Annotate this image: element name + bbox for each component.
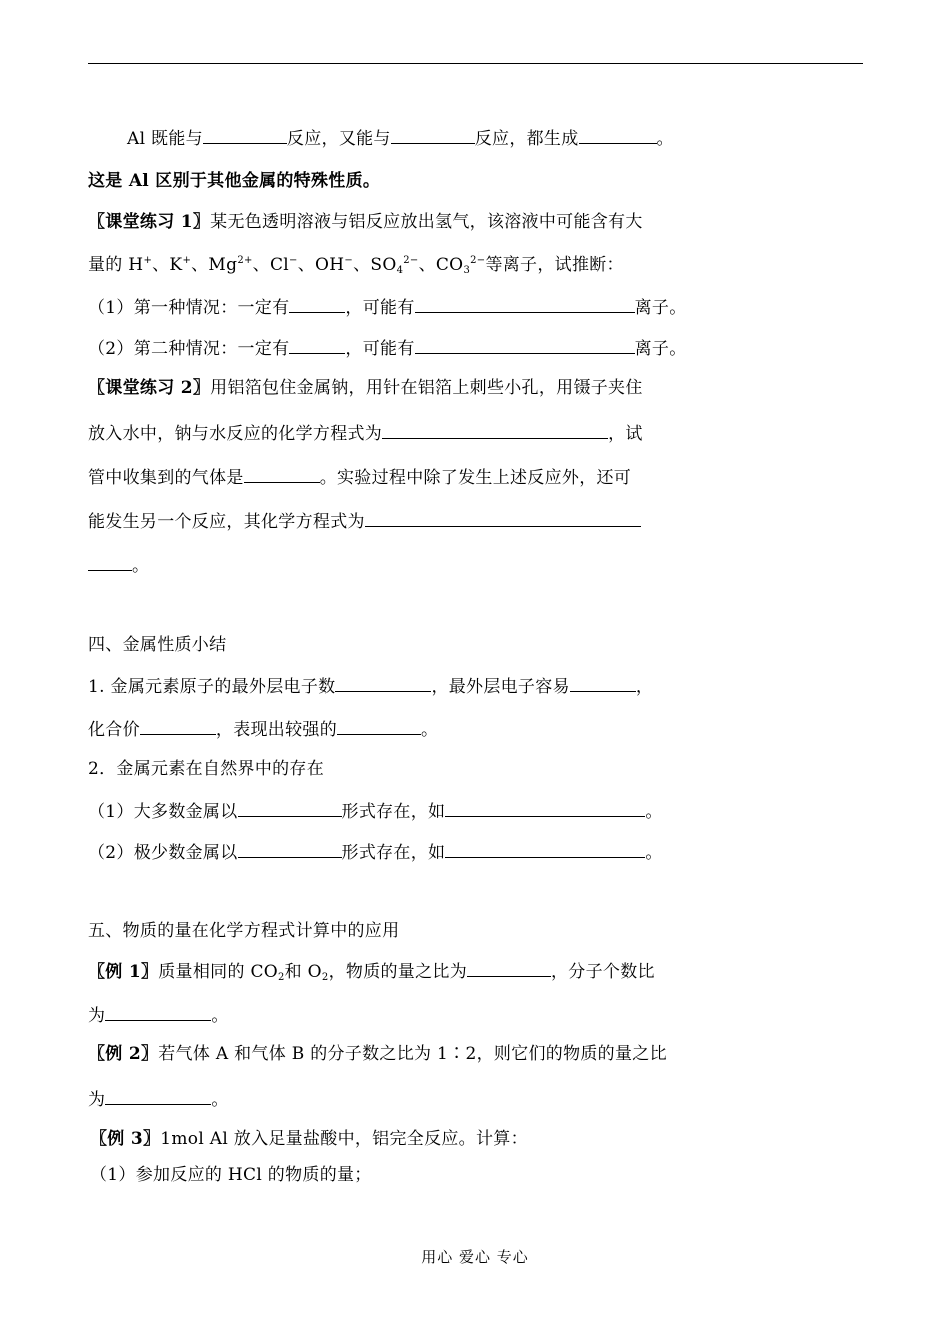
blank	[570, 674, 636, 692]
exercise-1-ions: 量的 H+、K+、$Mg^{2+}$、Cl−、OH−、$SO_4^{2-}$、$CO_3^{2-}$等离子，试推断：	[88, 255, 624, 276]
exercise-2-line-4: 能发生另一个反应，其化学方程式为	[88, 509, 641, 533]
blank	[105, 1087, 211, 1105]
blank	[238, 840, 342, 858]
section-5-title: 五、物质的量在化学方程式计算中的应用	[88, 921, 400, 941]
blank	[337, 717, 421, 735]
blank	[445, 840, 645, 858]
section-4-item-1: 1. 金属元素原子的最外层电子数 ，最外层电子容易 ，	[88, 674, 653, 698]
example-1-cont: 为 。	[88, 1003, 229, 1027]
section-4-item-2-1: （1）大多数金属以 形式存在，如 。	[88, 799, 663, 823]
section-4-item-1-cont: 化合价 ，表现出较强的 。	[88, 717, 438, 741]
example-1: 〖例 1〗质量相同的 $CO_2$和 $O_2$，物质的量之比为 ，分子个数比	[88, 959, 655, 983]
exercise-2-heading: 〖课堂练习 2〗用铝箔包住金属钠，用针在铝箔上刺些小孔，用镊子夹住	[88, 378, 643, 398]
blank	[415, 336, 635, 354]
text-line-al-special: 这是 Al 区别于其他金属的特殊性质。	[88, 171, 381, 191]
blank	[289, 295, 345, 313]
blank	[365, 509, 641, 527]
blank	[105, 1003, 211, 1021]
blank	[415, 295, 635, 313]
blank	[203, 126, 287, 144]
exercise-1-heading: 〖课堂练习 1〗某无色透明溶液与铝反应放出氢气，该溶液中可能含有大	[88, 212, 643, 232]
example-2-cont: 为 。	[88, 1087, 229, 1111]
exercise-2-line-2: 放入水中，钠与水反应的化学方程式为 ，试	[88, 421, 643, 445]
exercise-2-line-3: 管中收集到的气体是 。实验过程中除了发生上述反应外，还可	[88, 465, 631, 489]
example-2: 〖例 2〗若气体 A 和气体 B 的分子数之比为 1∶2，则它们的物质的量之比	[88, 1044, 667, 1064]
blank	[467, 959, 551, 977]
blank	[445, 799, 645, 817]
text-line-al-reactions: Al 既能与 反应，又能与 反应，都生成 。	[127, 126, 674, 150]
exercise-1-case-2: （2）第二种情况：一定有 ，可能有 离子。	[88, 336, 687, 360]
blank	[88, 553, 132, 571]
blank	[140, 717, 216, 735]
example-3-part-1: （1）参加反应的 HCl 的物质的量；	[90, 1165, 372, 1185]
blank	[335, 674, 431, 692]
section-4-item-2-2: （2）极少数金属以 形式存在，如 。	[88, 840, 663, 864]
example-3: 〖例 3〗1mol Al 放入足量盐酸中，铝完全反应。计算：	[90, 1129, 528, 1149]
page-footer: 用心 爱心 专心	[421, 1248, 529, 1266]
blank	[579, 126, 657, 144]
blank	[289, 336, 345, 354]
section-4-title: 四、金属性质小结	[88, 635, 227, 655]
header-rule	[88, 63, 863, 64]
blank	[238, 799, 342, 817]
section-4-item-2: 2．金属元素在自然界中的存在	[88, 759, 325, 779]
blank	[382, 421, 608, 439]
blank	[391, 126, 475, 144]
exercise-2-line-5: 。	[88, 553, 149, 577]
blank	[244, 465, 320, 483]
exercise-1-case-1: （1）第一种情况：一定有 ，可能有 离子。	[88, 295, 687, 319]
